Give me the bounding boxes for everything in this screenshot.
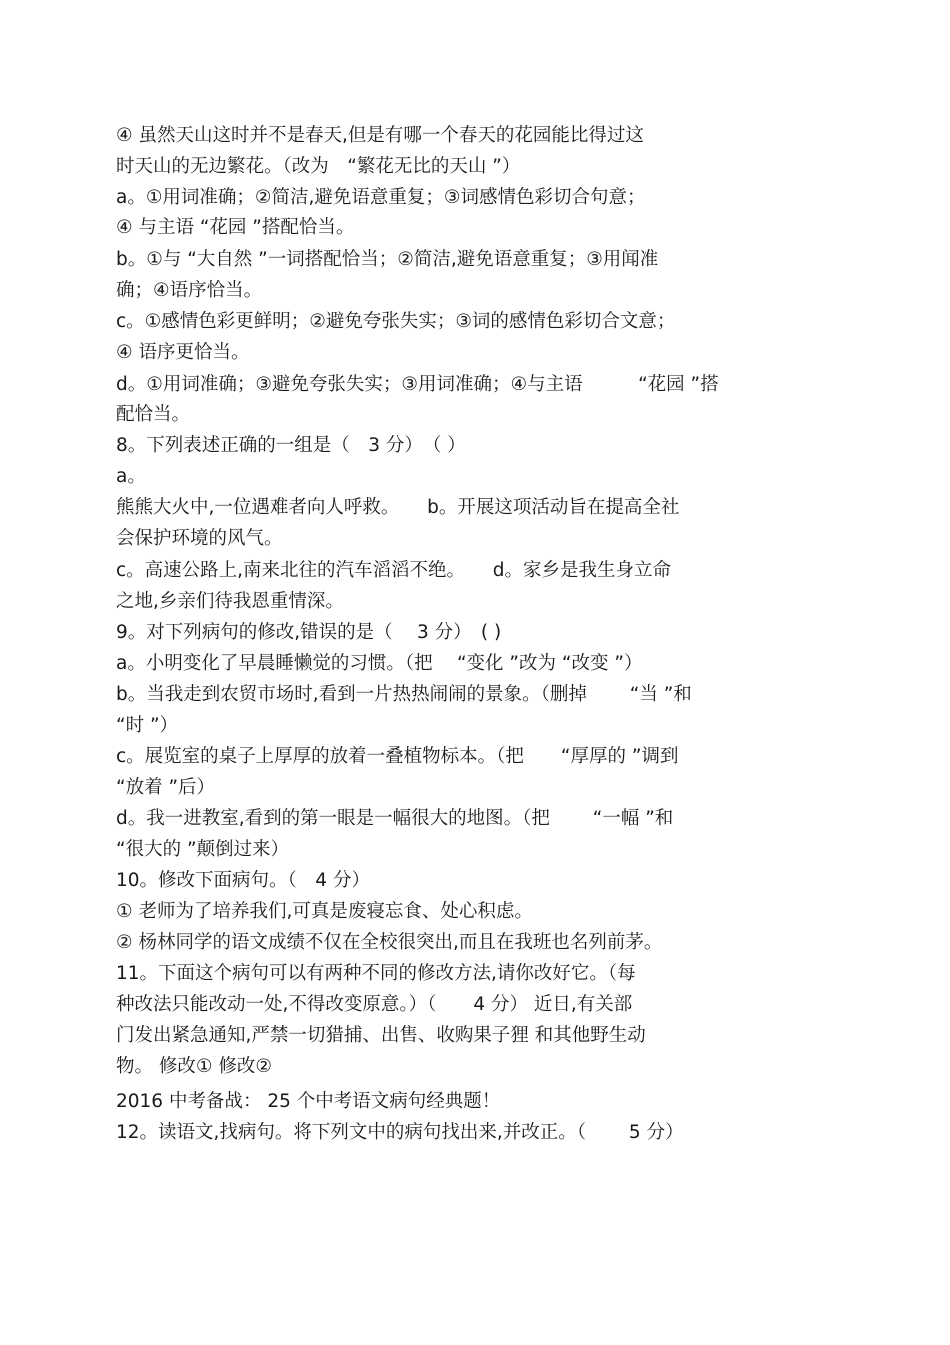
text-line: ① 老师为了培养我们,可真是废寝忘食、处心积虑。 bbox=[116, 901, 533, 922]
text-line: c。①感情色彩更鲜明；②避免夸张失实；③词的感情色彩切合文意； bbox=[116, 311, 676, 332]
text-line: d。我一进教室,看到的第一眼是一幅很大的地图。（把 “一幅 ”和 bbox=[116, 808, 674, 829]
text-line: 熊熊大火中,一位遇难者向人呼救。 b。开展这项活动旨在提高全社 bbox=[116, 497, 680, 518]
text-line: b。①与 “大自然 ”一词搭配恰当；②简洁,避免语意重复；③用闻准 bbox=[116, 249, 659, 270]
heading-line: 2016 中考备战： 25 个中考语文病句经典题！ bbox=[116, 1091, 501, 1112]
text-line: c。高速公路上,南来北往的汽车滔滔不绝。 d。家乡是我生身立命 bbox=[116, 560, 672, 581]
text-line: a。 bbox=[116, 466, 146, 487]
text-line: ④ 与主语 “花园 ”搭配恰当。 bbox=[116, 217, 355, 238]
text-line: b。当我走到农贸市场时,看到一片热热闹闹的景象。（删掉 “当 ”和 bbox=[116, 684, 692, 705]
text-line: ④ 虽然天山这时并不是春天,但是有哪一个春天的花园能比得过这 bbox=[116, 125, 644, 146]
text-line: 物。 修改① 修改② bbox=[116, 1056, 272, 1077]
text-line: “很大的 ”颠倒过来） bbox=[116, 839, 290, 860]
text-line: d。①用词准确；③避免夸张失实；③用词准确；④与主语 “花园 ”搭 bbox=[116, 374, 719, 395]
text-line: 会保护环境的风气。 bbox=[116, 528, 283, 549]
text-line: ④ 语序更恰当。 bbox=[116, 342, 250, 363]
text-line: “时 ”） bbox=[116, 715, 179, 736]
text-line: 确；④语序恰当。 bbox=[116, 280, 263, 301]
text-line: 种改法只能改动一处,不得改变原意。）（ 4 分） 近日,有关部 bbox=[116, 994, 633, 1015]
text-line: 门发出紧急通知,严禁一切猎捕、出售、收购果子狸 和其他野生动 bbox=[116, 1025, 646, 1046]
text-line: a。小明变化了早晨睡懒觉的习惯。（把 “变化 ”改为 “改变 ”） bbox=[116, 653, 643, 674]
text-line: ② 杨林同学的语文成绩不仅在全校很突出,而且在我班也名列前茅。 bbox=[116, 932, 663, 953]
text-line: a。①用词准确；②简洁,避免语意重复；③词感情色彩切合句意； bbox=[116, 187, 646, 208]
text-line: 时天山的无边繁花。（改为 “繁花无比的天山 ”） bbox=[116, 156, 521, 177]
text-line: “放着 ”后） bbox=[116, 777, 216, 798]
question-10: 10。修改下面病句。（ 4 分） bbox=[116, 870, 370, 891]
question-9: 9。对下列病句的修改,错误的是（ 3 分） ( ) bbox=[116, 622, 502, 643]
question-12: 12。读语文,找病句。将下列文中的病句找出来,并改正。（ 5 分） bbox=[116, 1122, 684, 1143]
question-8: 8。下列表述正确的一组是（ 3 分） （ ） bbox=[116, 435, 466, 456]
text-line: 之地,乡亲们待我恩重情深。 bbox=[116, 591, 344, 612]
text-line: c。展览室的桌子上厚厚的放着一叠植物标本。（把 “厚厚的 ”调到 bbox=[116, 746, 679, 767]
question-11: 11。下面这个病句可以有两种不同的修改方法,请你改好它。（每 bbox=[116, 963, 636, 984]
text-line: 配恰当。 bbox=[116, 404, 191, 425]
